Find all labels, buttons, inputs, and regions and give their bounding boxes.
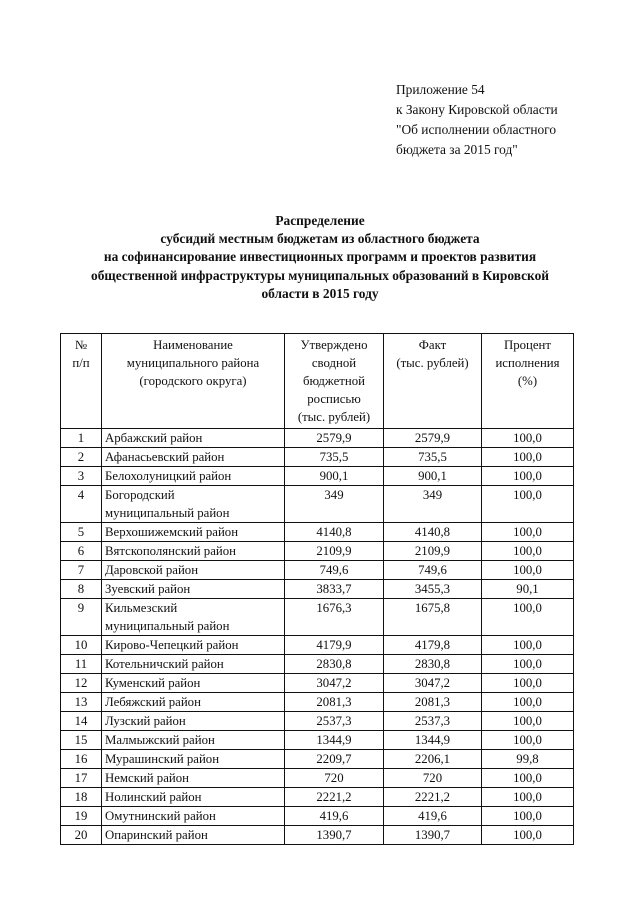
row-percent: 100,0: [482, 693, 574, 712]
header-line: бюджетной: [303, 374, 365, 388]
title-line: области в 2015 году: [261, 285, 379, 301]
row-number: 14: [61, 712, 102, 731]
table-row: [61, 788, 574, 807]
row-fact: 3047,2: [384, 674, 482, 693]
table-row: [61, 826, 574, 845]
header-fact: [384, 334, 482, 429]
row-fact: 900,1: [384, 467, 482, 486]
row-approved: 1676,3: [285, 599, 384, 636]
appendix-reference: [396, 80, 626, 160]
row-approved: 735,5: [285, 448, 384, 467]
row-district-name: [102, 693, 285, 712]
row-approved: 3833,7: [285, 580, 384, 599]
row-fact: 1390,7: [384, 826, 482, 845]
row-percent: 100,0: [482, 448, 574, 467]
table-row: [61, 655, 574, 674]
row-number: 17: [61, 769, 102, 788]
row-approved: 749,6: [285, 561, 384, 580]
header-line: Процент: [503, 338, 551, 352]
table-row: [61, 561, 574, 580]
name-line: Белохолуницкий район: [105, 469, 232, 483]
name-line: Мурашинский район: [105, 752, 220, 766]
row-fact: 2221,2: [384, 788, 482, 807]
name-line: Вятскополянский район: [105, 544, 236, 558]
table-row: [61, 807, 574, 826]
row-district-name: [102, 712, 285, 731]
row-approved: 2537,3: [285, 712, 384, 731]
row-fact: 349: [384, 486, 482, 523]
row-approved: 419,6: [285, 807, 384, 826]
row-approved: 3047,2: [285, 674, 384, 693]
row-fact: 2579,9: [384, 429, 482, 448]
name-line: Верхошижемский район: [105, 525, 239, 539]
header-line: (тыс. рублей): [297, 410, 371, 424]
row-number: 5: [61, 523, 102, 542]
row-approved: 1390,7: [285, 826, 384, 845]
header-line: (тыс. рублей): [396, 356, 469, 370]
row-percent: 100,0: [482, 467, 574, 486]
table-row: [61, 448, 574, 467]
row-fact: 2206,1: [384, 750, 482, 769]
row-district-name: [102, 826, 285, 845]
row-number: 10: [61, 636, 102, 655]
row-fact: 3455,3: [384, 580, 482, 599]
title-line: Распределение: [275, 213, 365, 228]
appendix-line: "Об исполнении областного: [396, 122, 557, 137]
row-district-name: [102, 486, 285, 523]
row-number: 19: [61, 807, 102, 826]
name-line: Арбажский район: [105, 431, 203, 445]
table-row: [61, 467, 574, 486]
row-number: 8: [61, 580, 102, 599]
row-number: 4: [61, 486, 102, 523]
table-row: [61, 636, 574, 655]
name-line: Кильмезский: [105, 601, 178, 615]
row-number: 6: [61, 542, 102, 561]
appendix-line: к Закону Кировской области: [396, 102, 558, 117]
row-percent: 100,0: [482, 655, 574, 674]
row-percent: 100,0: [482, 674, 574, 693]
table-row: [61, 429, 574, 448]
row-fact: 4140,8: [384, 523, 482, 542]
name-line: Богородский: [105, 488, 175, 502]
header-line: Утверждено: [300, 338, 368, 352]
row-district-name: [102, 467, 285, 486]
row-fact: 2830,8: [384, 655, 482, 674]
row-district-name: [102, 636, 285, 655]
row-percent: 100,0: [482, 523, 574, 542]
name-line: Лузский район: [105, 714, 186, 728]
row-fact: 2109,9: [384, 542, 482, 561]
header-line: Наименование: [153, 338, 233, 352]
header-line: Факт: [418, 338, 447, 352]
title-line: общественной инфраструктуры муниципальных образований в Кировской: [91, 267, 549, 283]
row-approved: 2109,9: [285, 542, 384, 561]
row-fact: 749,6: [384, 561, 482, 580]
row-approved: 2830,8: [285, 655, 384, 674]
table-row: [61, 486, 574, 523]
name-line: Омутнинский район: [105, 809, 216, 823]
table-row: [61, 693, 574, 712]
row-number: 3: [61, 467, 102, 486]
table-row: [61, 731, 574, 750]
row-approved: 1344,9: [285, 731, 384, 750]
row-percent: 100,0: [482, 712, 574, 731]
row-percent: 99,8: [482, 750, 574, 769]
row-district-name: [102, 429, 285, 448]
row-number: 18: [61, 788, 102, 807]
row-number: 15: [61, 731, 102, 750]
header-percent: [482, 334, 574, 429]
row-district-name: [102, 655, 285, 674]
row-number: 1: [61, 429, 102, 448]
row-fact: 735,5: [384, 448, 482, 467]
name-line: Немский район: [105, 771, 189, 785]
row-district-name: [102, 580, 285, 599]
row-approved: 2579,9: [285, 429, 384, 448]
row-district-name: [102, 523, 285, 542]
row-number: 7: [61, 561, 102, 580]
row-fact: 720: [384, 769, 482, 788]
header-line: №: [74, 338, 88, 352]
header-approved: [285, 334, 384, 429]
name-line: Кирово-Чепецкий район: [105, 638, 239, 652]
table-row: [61, 580, 574, 599]
row-percent: 100,0: [482, 826, 574, 845]
table-row: [61, 523, 574, 542]
row-fact: 419,6: [384, 807, 482, 826]
table-body: [61, 429, 574, 845]
row-number: 20: [61, 826, 102, 845]
header-line: исполнения: [495, 356, 560, 370]
row-number: 12: [61, 674, 102, 693]
row-approved: 4179,9: [285, 636, 384, 655]
row-percent: 100,0: [482, 731, 574, 750]
table-row: [61, 674, 574, 693]
row-fact: 2537,3: [384, 712, 482, 731]
row-approved: 900,1: [285, 467, 384, 486]
header-line: сводной: [311, 356, 357, 370]
row-number: 16: [61, 750, 102, 769]
table-row: [61, 712, 574, 731]
row-approved: 2221,2: [285, 788, 384, 807]
name-line: Куменский район: [105, 676, 201, 690]
row-district-name: [102, 731, 285, 750]
row-number: 9: [61, 599, 102, 636]
row-fact: 1344,9: [384, 731, 482, 750]
header-row: [61, 334, 574, 429]
name-line: Даровской район: [105, 563, 199, 577]
row-district-name: [102, 599, 285, 636]
row-district-name: [102, 448, 285, 467]
appendix-line: бюджета за 2015 год": [396, 142, 518, 157]
row-percent: 100,0: [482, 561, 574, 580]
title-line: субсидий местным бюджетам из областного бюджета: [160, 231, 480, 247]
table-row: [61, 599, 574, 636]
row-percent: 100,0: [482, 788, 574, 807]
row-fact: 2081,3: [384, 693, 482, 712]
row-number: 11: [61, 655, 102, 674]
row-approved: 349: [285, 486, 384, 523]
name-line: Нолинский район: [105, 790, 202, 804]
row-district-name: [102, 788, 285, 807]
row-approved: 720: [285, 769, 384, 788]
row-percent: 100,0: [482, 636, 574, 655]
row-district-name: [102, 807, 285, 826]
header-line: п/п: [72, 356, 90, 370]
title-line: на софинансирование инвестиционных программ и проектов развития: [103, 249, 537, 265]
name-line: Лебяжский район: [105, 695, 201, 709]
header-line: муниципального района: [126, 356, 260, 370]
row-percent: 100,0: [482, 486, 574, 523]
row-number: 2: [61, 448, 102, 467]
row-fact: 4179,8: [384, 636, 482, 655]
header-line: росписью: [307, 392, 361, 406]
row-district-name: [102, 674, 285, 693]
header-name: [102, 334, 285, 429]
row-percent: 100,0: [482, 542, 574, 561]
name-line: муниципальный район: [105, 506, 230, 520]
document-title: [40, 212, 600, 303]
table-row: [61, 750, 574, 769]
row-approved: 2209,7: [285, 750, 384, 769]
name-line: Афанасьевский район: [105, 450, 225, 464]
name-line: Котельничский район: [105, 657, 224, 671]
row-approved: 2081,3: [285, 693, 384, 712]
row-percent: 100,0: [482, 769, 574, 788]
row-percent: 100,0: [482, 599, 574, 636]
table-row: [61, 769, 574, 788]
row-district-name: [102, 750, 285, 769]
name-line: муниципальный район: [105, 619, 230, 633]
appendix-line: Приложение 54: [396, 82, 485, 97]
row-district-name: [102, 561, 285, 580]
row-district-name: [102, 542, 285, 561]
table-row: [61, 542, 574, 561]
table-header: [61, 334, 574, 429]
subsidy-table: [60, 333, 574, 845]
name-line: Зуевский район: [105, 582, 191, 596]
row-percent: 100,0: [482, 429, 574, 448]
row-number: 13: [61, 693, 102, 712]
name-line: Опаринский район: [105, 828, 208, 842]
row-fact: 1675,8: [384, 599, 482, 636]
header-line: (%): [517, 374, 538, 388]
header-number: [61, 334, 102, 429]
row-percent: 100,0: [482, 807, 574, 826]
header-line: (городского округа): [139, 374, 247, 388]
row-percent: 90,1: [482, 580, 574, 599]
name-line: Малмыжский район: [105, 733, 215, 747]
row-district-name: [102, 769, 285, 788]
row-approved: 4140,8: [285, 523, 384, 542]
